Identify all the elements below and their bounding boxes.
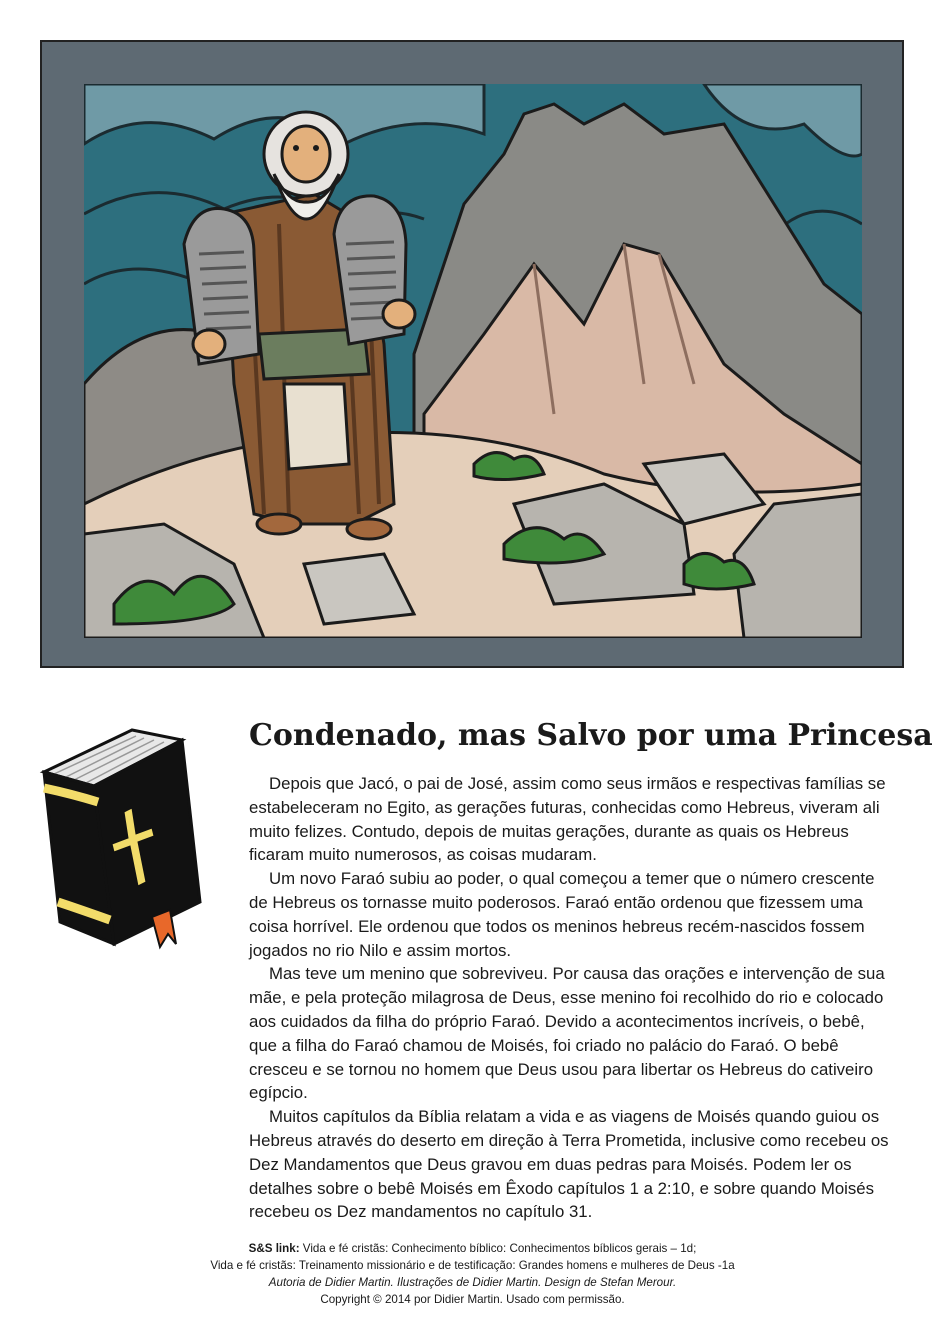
footer	[0, 1240, 945, 1308]
paragraph: Depois que Jacó, o pai de José, assim como seus irmãos e respectivas famílias se estabeleceram no Egito, as gerações futuras, conhecidas como Hebreus, viveram ali muito felizes. Contudo, depois de muitas gerações, durante as quais os Hebreus ficaram muito numerosos, as coisas mudaram.	[249, 774, 886, 865]
moses-with-tablets-illustration	[84, 84, 862, 638]
paragraph: Muitos capítulos da Bíblia relatam a vida e as viagens de Moisés quando guiou os Hebreus através do deserto em direção à Terra Prometida, inclusive como recebeu os Dez Mandamentos que Deus gravou em duas pedras para Moisés. Podem ler os detalhes sobre o bebê Moisés em Êxodo capítulos 1 a 2:10, e sobre quando Moisés recebeu os Dez mandamentos no capítulo 31.	[249, 1107, 889, 1222]
page-title: Condenado, mas Salvo por uma Princesa	[249, 718, 933, 753]
link-text-1: Vida e fé cristãs: Conhecimento bíblico: Conhecimentos bíblicos gerais – 1d;	[302, 1242, 697, 1255]
paragraph: Mas teve um menino que sobreviveu. Por causa das orações e intervenção de sua mãe, e pela proteção milagrosa de Deus, esse menino foi recolhido do rio e colocado aos cuidados da filha do próprio Faraó. Devido a acontecimentos incríveis, o bebê, que a filha do Faraó chamou de Moisés, foi criado no palácio do Faraó. O bebê cresceu e se tornou no homem que Deus usou para libertar os Hebreus do cativeiro egípcio.	[249, 964, 885, 1103]
link-label: S&S link:	[248, 1242, 300, 1255]
credits-text: Autoria de Didier Martin. Ilustrações de Didier Martin. Design de Stefan Merour.	[268, 1276, 677, 1289]
paragraph: Um novo Faraó subiu ao poder, o qual começou a temer que o número crescente de Hebreus os tornasse muito poderosos. Faraó então ordenou que fizessem uma coisa horrível. Ele ordenou que todos os meninos hebreus recém-nascidos fossem jogados no rio Nilo e assim mortos.	[249, 869, 875, 960]
footer-link-line-2: Vida e fé cristãs: Treinamento missionário e de testificação: Grandes homens e mulheres de Deus -1a	[210, 1259, 735, 1272]
bible-icon	[32, 722, 222, 952]
footer-link-line-1	[0, 1240, 945, 1257]
footer-credits	[0, 1274, 945, 1291]
footer-copyright: Copyright © 2014 por Didier Martin. Usado com permissão.	[320, 1293, 625, 1306]
story-text	[249, 772, 889, 1224]
